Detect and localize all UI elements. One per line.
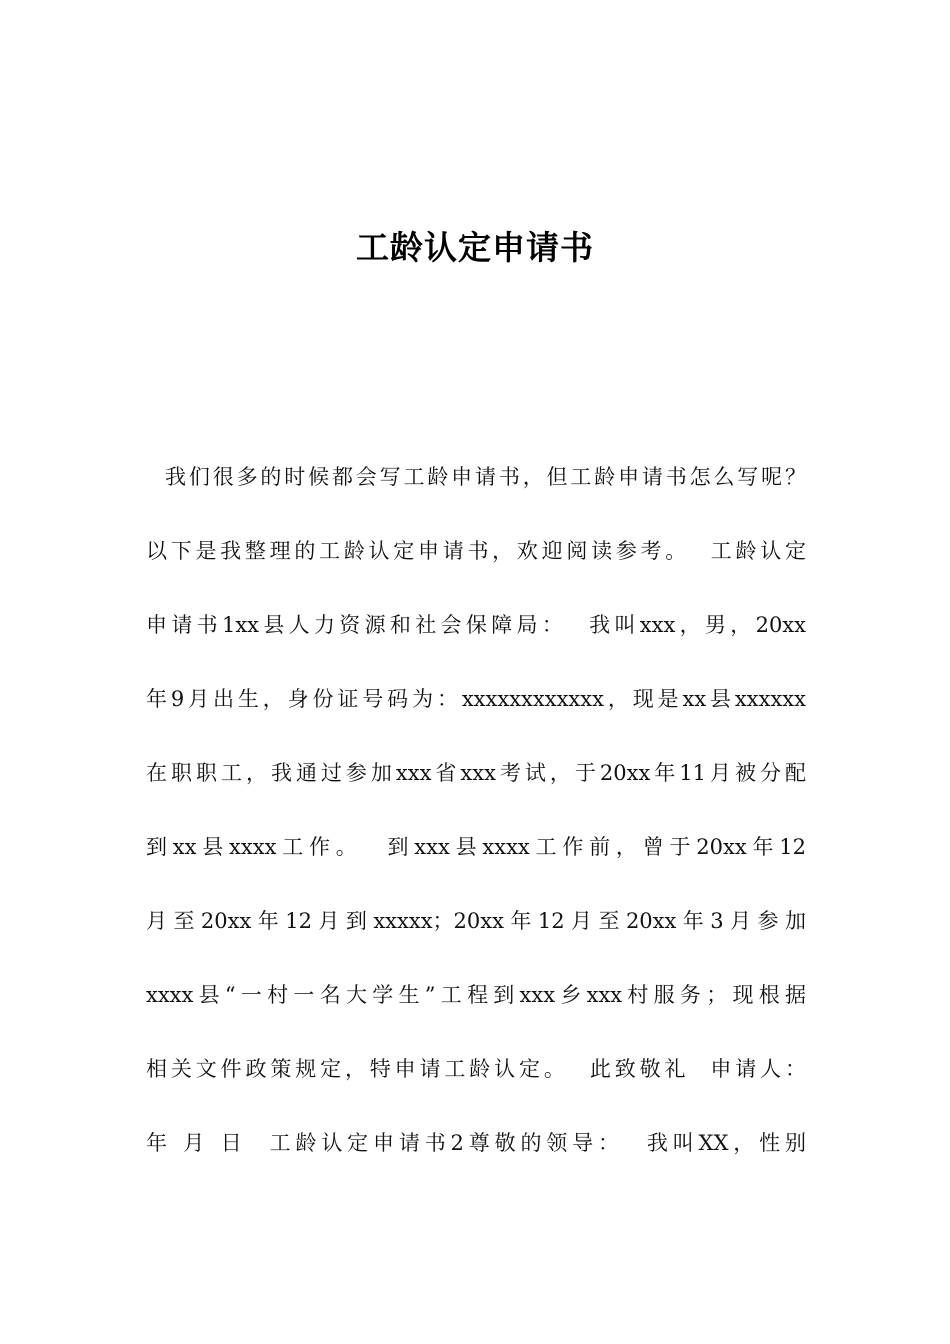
body-line: 申请书1xx县人力资源和社会保障局： 我叫xxx，男，20xx (146, 613, 806, 637)
body-line: 年 月 日 工龄认定申请书2尊敬的领导： 我叫XX，性别 (146, 1131, 806, 1155)
document-body (146, 459, 806, 1199)
body-line: 以下是我整理的工龄认定申请书，欢迎阅读参考。 工龄认定 (146, 539, 806, 563)
body-line: 我们很多的时候都会写工龄申请书，但工龄申请书怎么写呢？ (146, 465, 806, 489)
body-line: 在职职工，我通过参加xxx省xxx考试，于20xx年11月被分配 (146, 761, 806, 785)
body-line: 相关文件政策规定，特申请工龄认定。 此致敬礼 申请人： (146, 1057, 806, 1081)
body-line: 年9月出生，身份证号码为：xxxxxxxxxxxx，现是xx县xxxxxx (146, 687, 806, 711)
body-line: 月至20xx年12月到xxxxx；20xx年12月至20xx年3月参加 (146, 909, 806, 933)
document-title: 工龄认定申请书 (356, 228, 594, 267)
body-line: 到xx县xxxx工作。 到xxx县xxxx工作前，曾于20xx年12 (146, 835, 806, 859)
body-line: xxxx县“一村一名大学生”工程到xxx乡xxx村服务；现根据 (146, 983, 806, 1007)
